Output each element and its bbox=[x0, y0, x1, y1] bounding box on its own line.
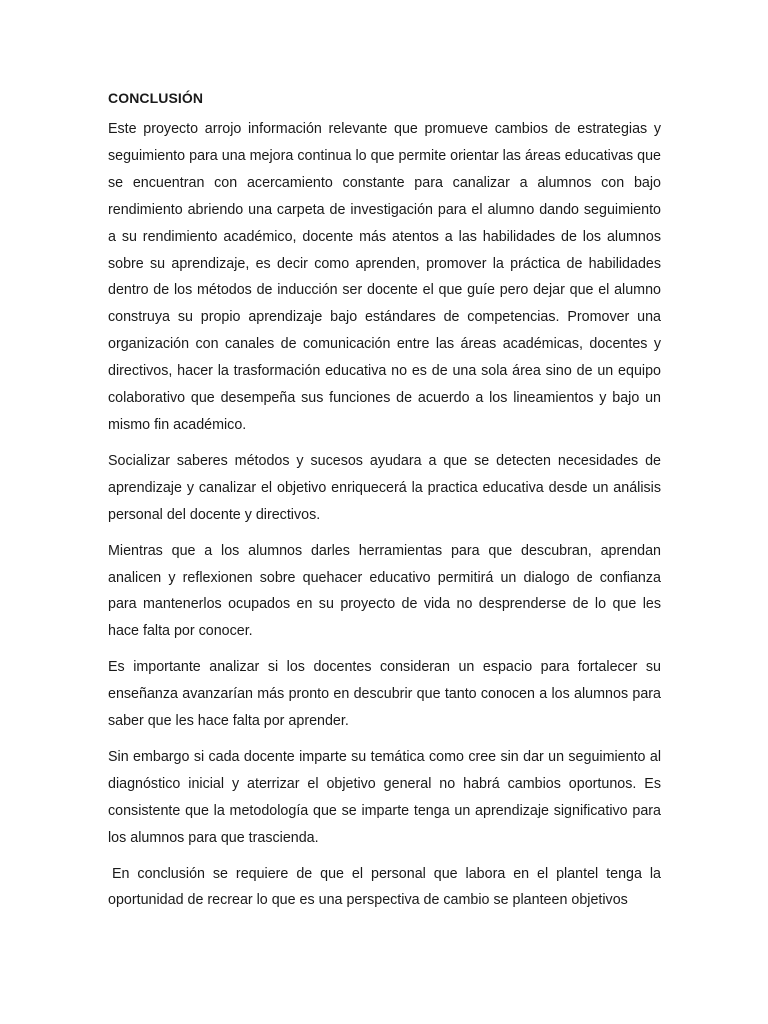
document-page bbox=[108, 88, 661, 1024]
paragraph-6: En conclusión se requiere de que el personal que labora en el plantel tenga la oportunidad de recrear lo que es una perspectiva de cambio se planteen objetivos bbox=[108, 865, 661, 909]
paragraph-5: Sin embargo si cada docente imparte su temática como cree sin dar un seguimiento al diagnóstico inicial y aterrizar el objetivo general no habrá cambios oportunos. Es consistente que la metodología que se imparte tenga un aprendizaje significativo para los alumnos para que trascienda. bbox=[108, 748, 661, 846]
paragraph-1: Este proyecto arrojo información relevante que promueve cambios de estrategias y seguimiento para una mejora continua lo que permite orientar las áreas educativas que se encuentran con acercamiento constante para canalizar a alumnos con bajo rendimiento abriendo una carpeta de investigación para el alumno dando seguimiento a su rendimiento académico, docente más atentos a las habilidades de los alumnos sobre su aprendizaje, es decir como aprenden, promover la práctica de habilidades dentro de los métodos de inducción ser docente el que guíe pero dejar que el alumno construya su propio aprendizaje bajo estándares de competencias. Promover una organización con canales de comunicación entre las áreas académicas, docentes y directivos, hacer la trasformación educativa no es de una sola área sino de un equipo colaborativo que desempeña sus funciones de acuerdo a los lineamientos y bajo un mismo fin académico. bbox=[108, 121, 661, 433]
paragraph-4: Es importante analizar si los docentes consideran un espacio para fortalecer su enseñanza avanzarían más pronto en descubrir que tanto conocen a los alumnos para saber que les hace falta por aprender. bbox=[108, 659, 661, 730]
paragraph-3: Mientras que a los alumnos darles herramientas para que descubran, aprendan analicen y reflexionen sobre quehacer educativo permitirá un dialogo de confianza para mantenerlos ocupados en su proyecto de vida no desprenderse de lo que les hace falta por conocer. bbox=[108, 542, 661, 640]
document-heading: CONCLUSIÓN bbox=[108, 90, 204, 106]
paragraph-2: Socializar saberes métodos y sucesos ayudara a que se detecten necesidades de aprendizaje y canalizar el objetivo enriquecerá la practica educativa desde un análisis personal del docente y directivos. bbox=[108, 452, 661, 523]
